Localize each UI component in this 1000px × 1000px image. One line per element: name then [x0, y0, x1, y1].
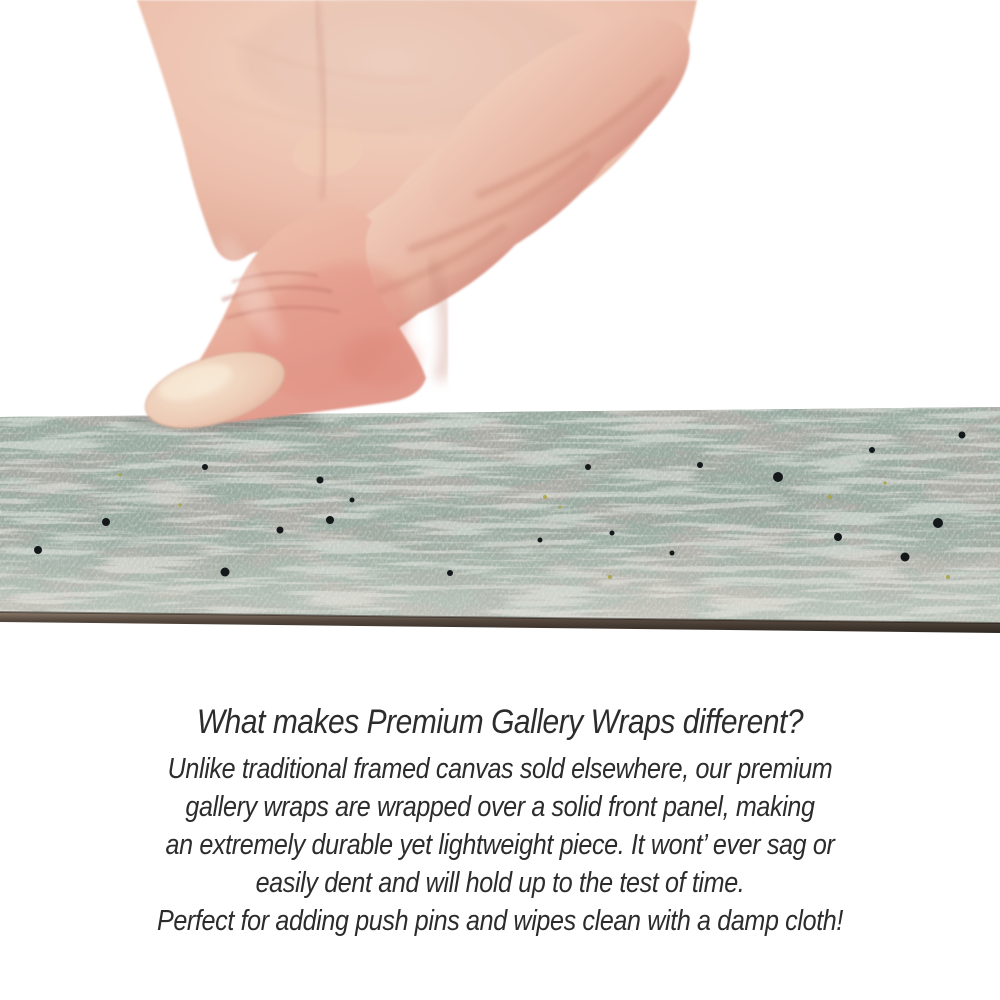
caption-block [0, 702, 1000, 940]
thumb-pad-flush [340, 332, 420, 388]
caption-line-5: Perfect for adding push pins and wipes clean with a damp cloth! [156, 905, 844, 937]
hand-photo [0, 0, 720, 432]
canvas-edge-photo [0, 405, 1000, 637]
canvas-texture [0, 405, 1000, 625]
caption-line-3: an extremely durable yet lightweight piece. It wont’ ever sag or [165, 829, 835, 861]
caption-title: What makes Premium Gallery Wraps different? [196, 703, 804, 741]
caption-line-1: Unlike traditional framed canvas sold elsewhere, our premium [167, 753, 833, 785]
caption-line-2: gallery wraps are wrapped over a solid front panel, making [185, 791, 815, 823]
caption-line-4: easily dent and will hold up to the test of time. [255, 867, 745, 899]
